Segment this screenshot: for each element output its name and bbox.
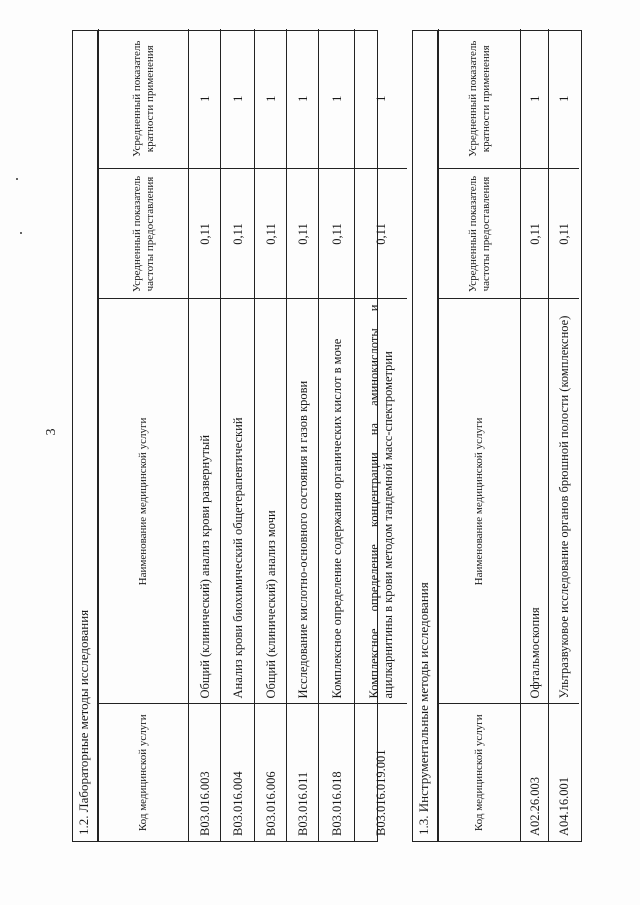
cell-multiplicity: 1	[189, 29, 221, 169]
cell-code: B03.016.003	[189, 704, 221, 841]
lab-methods-table	[72, 30, 395, 842]
header-name: Наименование медицинской услуги	[99, 299, 189, 704]
cell-multiplicity: 1	[549, 29, 579, 169]
table	[98, 29, 407, 841]
header-name: Наименование медицинской услуги	[439, 299, 521, 704]
cell-multiplicity: 1	[221, 29, 255, 169]
cell-name: Общий (клинический) анализ мочи	[255, 299, 287, 704]
cell-name: Офтальмоскопия	[521, 299, 549, 704]
header-frequency: Усредненный показатель частоты предоставления	[99, 169, 189, 299]
cell-name: Комплексное определение концентрации на аминокислоты и ацилкарнитины в крови методом тандемной масс-спектрометрии	[355, 299, 407, 704]
table-row	[255, 29, 287, 841]
instrumental-methods-table	[412, 30, 582, 842]
cell-code: A02.26.003	[521, 704, 549, 841]
table-row	[189, 29, 221, 841]
page-number: 3	[44, 428, 59, 436]
cell-frequency: 0,11	[255, 169, 287, 299]
cell-frequency: 0,11	[319, 169, 355, 299]
cell-code: B03.016.019.001	[355, 704, 407, 841]
header-frequency: Усредненный показатель частоты предоставления	[439, 169, 521, 299]
cell-name: Исследование кислотно-основного состояния и газов крови	[287, 299, 319, 704]
cell-code: B03.016.004	[221, 704, 255, 841]
cell-name: Общий (клинический) анализ крови развернутый	[189, 299, 221, 704]
cell-code: B03.016.011	[287, 704, 319, 841]
cell-frequency: 0,11	[549, 169, 579, 299]
cell-frequency: 0,11	[189, 169, 221, 299]
header-code: Код медицинской услуги	[439, 704, 521, 841]
scan-speck	[20, 232, 22, 234]
header-code: Код медицинской услуги	[99, 704, 189, 841]
header-multiplicity: Усредненный показатель кратности применения	[439, 29, 521, 169]
section-title: 1.3. Инструментальные методы исследования	[413, 31, 438, 841]
cell-code: B03.016.018	[319, 704, 355, 841]
table-row	[549, 29, 579, 841]
cell-frequency: 0,11	[221, 169, 255, 299]
cell-multiplicity: 1	[521, 29, 549, 169]
table	[438, 29, 579, 841]
cell-code: B03.016.006	[255, 704, 287, 841]
cell-name: Ультразвуковое исследование органов брюшной полости (комплексное)	[549, 299, 579, 704]
table-row	[319, 29, 355, 841]
scan-speck	[16, 178, 18, 180]
header-multiplicity: Усредненный показатель кратности применения	[99, 29, 189, 169]
cell-multiplicity: 1	[255, 29, 287, 169]
cell-code: A04.16.001	[549, 704, 579, 841]
cell-frequency: 0,11	[355, 169, 407, 299]
table-row	[221, 29, 255, 841]
cell-multiplicity: 1	[319, 29, 355, 169]
section-title: 1.2. Лабораторные методы исследования	[73, 31, 98, 841]
cell-frequency: 0,11	[287, 169, 319, 299]
cell-name: Анализ крови биохимический общетерапевтический	[221, 299, 255, 704]
table-row	[355, 29, 407, 841]
table-row	[521, 29, 549, 841]
cell-multiplicity: 1	[355, 29, 407, 169]
cell-frequency: 0,11	[521, 169, 549, 299]
cell-multiplicity: 1	[287, 29, 319, 169]
table-row	[287, 29, 319, 841]
cell-name: Комплексное определение содержания органических кислот в моче	[319, 299, 355, 704]
